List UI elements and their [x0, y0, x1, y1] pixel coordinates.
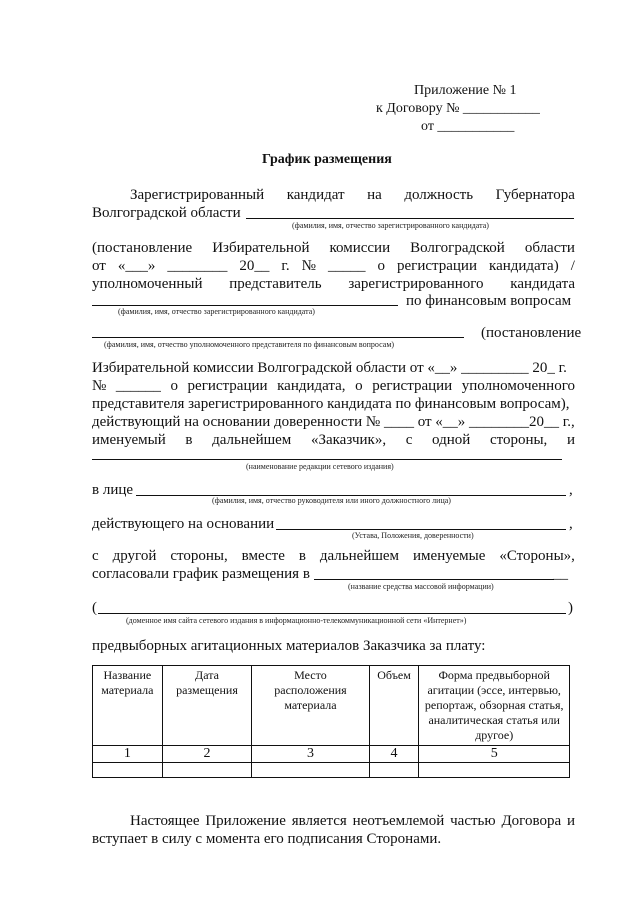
closing-line2: вступает в силу с момента его подписания Сторонами. — [92, 831, 442, 847]
table-cell[interactable] — [162, 763, 252, 778]
word: другой — [112, 548, 157, 564]
domain-name-field[interactable] — [98, 613, 566, 614]
header-cell: Место расположения материала — [252, 666, 369, 746]
para2-line2 — [92, 258, 575, 275]
word: области — [524, 240, 575, 256]
table-header-row — [93, 666, 570, 746]
header-cell: Дата размещения — [162, 666, 252, 746]
word: дальнейшем — [212, 432, 292, 448]
word: Избирательной — [212, 240, 310, 256]
word: _____ — [327, 258, 366, 274]
para3-line1-tail: (постановление — [481, 325, 582, 341]
word: о — [377, 258, 385, 274]
para3-line6 — [92, 432, 575, 449]
word: / — [570, 258, 575, 274]
word: кандидата — [510, 276, 575, 292]
word: одной — [432, 432, 471, 448]
caption-domain: (доменное имя сайта сетевого издания в информационно-телекоммуникационной сети «Интернет») — [126, 616, 467, 625]
candidate-name-field[interactable] — [246, 218, 574, 219]
para2-line4-tail: по финансовым вопросам — [406, 293, 572, 309]
word: именуемые — [413, 548, 486, 564]
media-name-field[interactable] — [314, 579, 554, 580]
number-cell: 4 — [369, 746, 419, 763]
table-row — [93, 763, 570, 778]
word: № — [301, 258, 316, 274]
materials-table — [92, 665, 570, 778]
word: Настоящее — [130, 813, 200, 829]
appendix-label: Приложение № 1 — [414, 83, 517, 98]
word: представитель — [229, 276, 322, 292]
word: Волгоградской — [410, 240, 505, 256]
page-title: График размещения — [262, 152, 392, 167]
word: кандидата) — [489, 258, 559, 274]
close-paren: ) — [568, 600, 573, 616]
number-cell: 3 — [252, 746, 369, 763]
word: регистрации — [372, 378, 453, 394]
word: Приложение — [205, 813, 286, 829]
word: и — [566, 432, 575, 448]
table-cell[interactable] — [419, 763, 570, 778]
word: 20__ — [239, 258, 270, 274]
word: должность — [404, 187, 474, 203]
table-cell[interactable] — [369, 763, 419, 778]
word: вместе — [241, 548, 285, 564]
number-cell: 2 — [162, 746, 252, 763]
word: в — [298, 548, 306, 564]
comma: , — [569, 516, 573, 532]
para6-line1 — [92, 548, 575, 565]
caption-candidate-2: (фамилия, имя, отчество зарегистрированного кандидата) — [118, 307, 315, 316]
editorial-name-field[interactable] — [92, 459, 562, 460]
para2-line3 — [92, 276, 575, 293]
word: дальнейшем — [319, 548, 400, 564]
closing-line1 — [130, 813, 575, 830]
candidate-name-field-2[interactable] — [92, 305, 398, 306]
caption-candidate: (фамилия, имя, отчество зарегистрированного кандидата) — [292, 221, 489, 230]
para1-line1 — [130, 187, 575, 204]
caption-head: (фамилия, имя, отчество руководителя или иного должностного лица) — [212, 496, 451, 505]
word: о — [170, 378, 178, 394]
table-intro: предвыборных агитационных материалов Заказчика за плату: — [92, 638, 486, 654]
caption-media: (название средства массовой информации) — [348, 582, 494, 591]
table-cell[interactable] — [252, 763, 369, 778]
word: с — [92, 548, 99, 564]
basis-field[interactable] — [276, 529, 566, 530]
word: комиссии — [329, 240, 391, 256]
para1-line2: Волгоградской области — [92, 205, 241, 221]
word: кандидата, — [277, 378, 346, 394]
para3-line4: представителя зарегистрированного кандидата по финансовым вопросам), — [92, 396, 570, 412]
word: (постановление — [92, 240, 193, 256]
word: регистрации — [397, 258, 477, 274]
word: № — [92, 378, 107, 394]
media-field-tail: __ — [553, 566, 568, 582]
word: с — [405, 432, 413, 448]
number-cell: 5 — [419, 746, 570, 763]
table-number-row — [93, 746, 570, 763]
word: Зарегистрированный — [130, 187, 265, 203]
caption-editorial: (наименование редакции сетевого издания) — [246, 462, 394, 471]
table-cell[interactable] — [93, 763, 163, 778]
contract-ref: к Договору № ___________ — [376, 101, 540, 116]
word: г. — [281, 258, 290, 274]
word: неотъемлемой — [352, 813, 445, 829]
contract-date: от ___________ — [421, 119, 515, 134]
header-cell: Объем — [369, 666, 419, 746]
word: ________ — [167, 258, 228, 274]
para6-line2: согласовали график размещения в — [92, 566, 310, 582]
word: уполномоченный — [92, 276, 203, 292]
para2-line1 — [92, 240, 575, 257]
representative-name-field[interactable] — [92, 337, 464, 338]
para3-line5: действующий на основании доверенности № ____ от «__» ________20__ г., — [92, 414, 575, 430]
open-paren: ( — [92, 600, 97, 616]
header-cell: Форма предвыборной агитации (эссе, интервью, репортаж, обзорная статья, аналитическая статья или другое) — [419, 666, 570, 746]
word: о — [355, 378, 363, 394]
word: стороны, — [170, 548, 228, 564]
word: стороны, — [489, 432, 548, 448]
in-person-label: в лице — [92, 482, 134, 498]
word: на — [367, 187, 382, 203]
para3-line2: Избирательной комиссии Волгоградской области от «__» _________ 20_ г. — [92, 360, 567, 376]
word: именуемый — [92, 432, 166, 448]
acting-basis-label: действующего на основании — [92, 516, 275, 532]
word: от — [92, 258, 106, 274]
word: «Стороны», — [499, 548, 575, 564]
word: Губернатора — [495, 187, 575, 203]
word: «___» — [117, 258, 156, 274]
caption-basis: (Устава, Положения, доверенности) — [352, 531, 474, 540]
number-cell: 1 — [93, 746, 163, 763]
word: и — [566, 813, 575, 829]
word: в — [185, 432, 193, 448]
comma: , — [569, 482, 573, 498]
word: «Заказчик», — [310, 432, 387, 448]
para3-line3 — [92, 378, 575, 395]
word: Договора — [501, 813, 562, 829]
caption-representative: (фамилия, имя, отчество уполномоченного представителя по финансовым вопросам) — [104, 340, 395, 349]
word: является — [291, 813, 347, 829]
word: регистрации — [187, 378, 268, 394]
word: зарегистрированного — [348, 276, 484, 292]
word: частью — [450, 813, 496, 829]
word: кандидат — [286, 187, 345, 203]
word: ______ — [115, 378, 161, 394]
word: уполномоченного — [461, 378, 575, 394]
header-cell: Название материала — [93, 666, 163, 746]
